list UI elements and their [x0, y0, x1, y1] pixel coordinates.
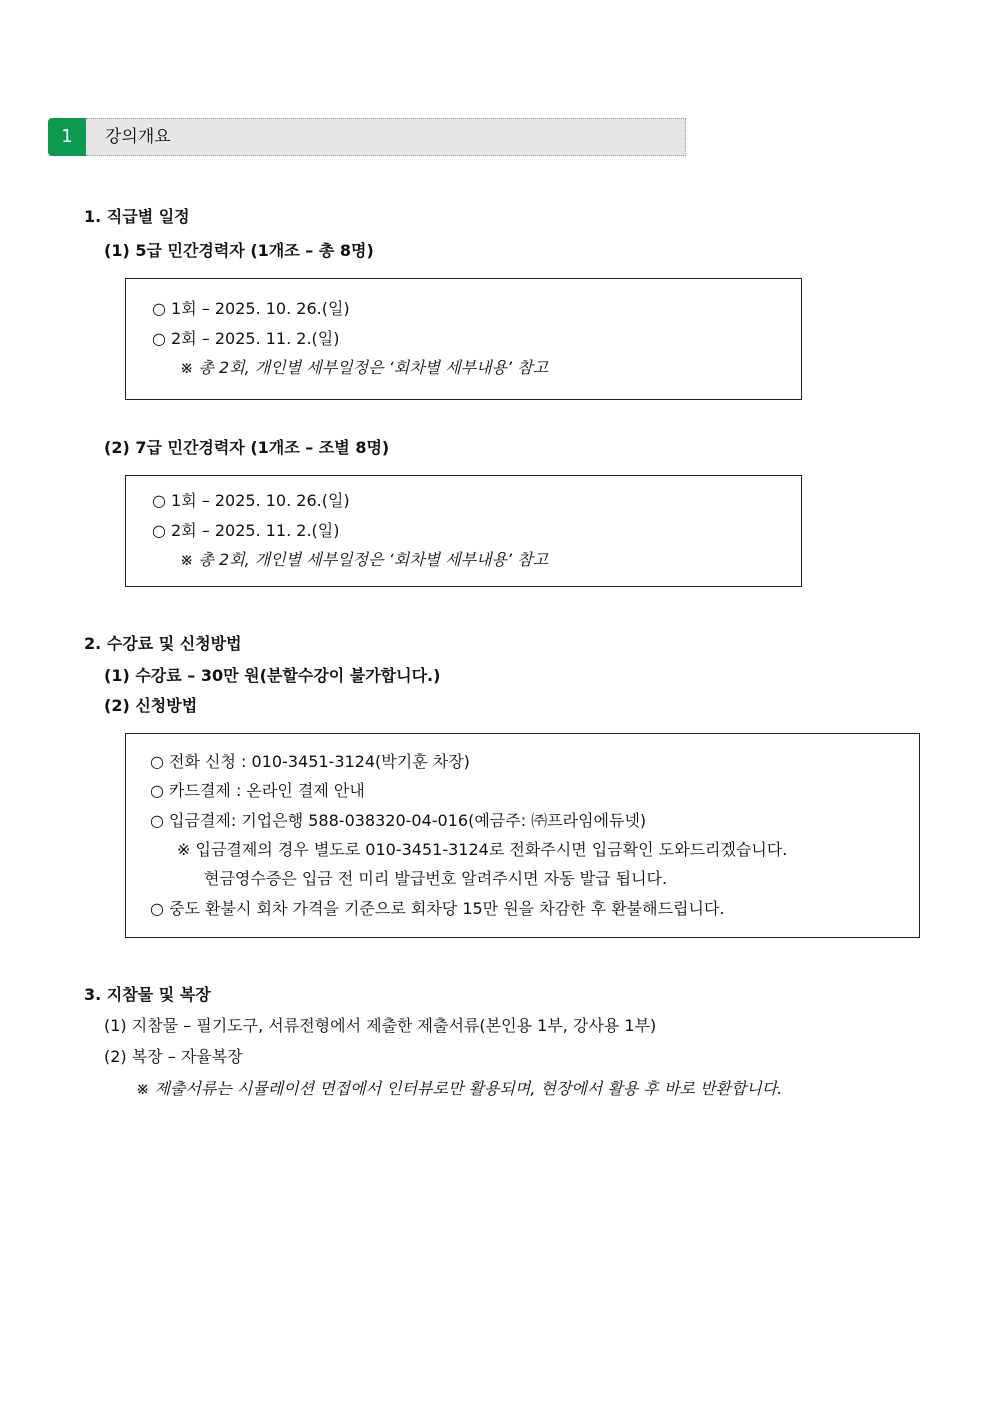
grade7-session-1: ○ 1회 – 2025. 10. 26.(일): [152, 491, 350, 510]
items-heading: 3. 지참물 및 복장: [84, 985, 211, 1004]
grade5-session-2: ○ 2회 – 2025. 11. 2.(일): [152, 329, 340, 348]
section-header: [48, 118, 686, 156]
items-to-bring: (1) 지참물 – 필기도구, 서류전형에서 제출한 제출서류(본인용 1부, 강사용 1부): [104, 1016, 657, 1035]
fee-line: (1) 수강료 – 30만 원(분할수강이 불가합니다.): [104, 666, 441, 685]
section-title-bar: [86, 118, 686, 156]
method-box: [125, 733, 920, 938]
refund-note: ○ 중도 환불시 회차 가격을 기준으로 회차당 15만 원을 차감한 후 환불해드립니다.: [150, 899, 725, 918]
grade7-schedule-box: [125, 475, 802, 587]
grade7-title: (2) 7급 민간경력자 (1개조 – 조별 8명): [104, 438, 390, 457]
section-title: 강의개요: [105, 127, 171, 147]
card-payment: ○ 카드결제 : 온라인 결제 안내: [150, 781, 365, 800]
method-title: (2) 신청방법: [104, 696, 198, 715]
documents-note: ※ 제출서류는 시뮬레이션 면접에서 인터뷰로만 활용되며, 현장에서 활용 후 바로 반환합니다.: [136, 1079, 783, 1098]
fee-heading: 2. 수강료 및 신청방법: [84, 634, 242, 653]
grade7-note: ※ 총 2회, 개인별 세부일정은 ‘회차별 세부내용’ 참고: [180, 550, 549, 569]
receipt-note: 현금영수증은 입금 전 미리 발급번호 알려주시면 자동 발급 됩니다.: [204, 869, 668, 888]
transfer-note: ※ 입금결제의 경우 별도로 010-3451-3124로 전화주시면 입금확인 도와드리겠습니다.: [177, 840, 788, 859]
grade5-title: (1) 5급 민간경력자 (1개조 – 총 8명): [104, 241, 374, 260]
grade7-session-2: ○ 2회 – 2025. 11. 2.(일): [152, 521, 340, 540]
grade5-schedule-box: [125, 278, 802, 400]
bank-transfer: ○ 입금결제: 기업은행 588-038320-04-016(예금주: ㈜프라임에듀넷): [150, 811, 647, 830]
grade5-session-1: ○ 1회 – 2025. 10. 26.(일): [152, 299, 350, 318]
dress-code: (2) 복장 – 자율복장: [104, 1047, 243, 1066]
schedule-heading: 1. 직급별 일정: [84, 207, 190, 226]
phone-apply: ○ 전화 신청 : 010-3451-3124(박기훈 차장): [150, 752, 470, 771]
grade5-note: ※ 총 2회, 개인별 세부일정은 ‘회차별 세부내용’ 참고: [180, 358, 549, 377]
section-number: 1: [48, 118, 86, 156]
